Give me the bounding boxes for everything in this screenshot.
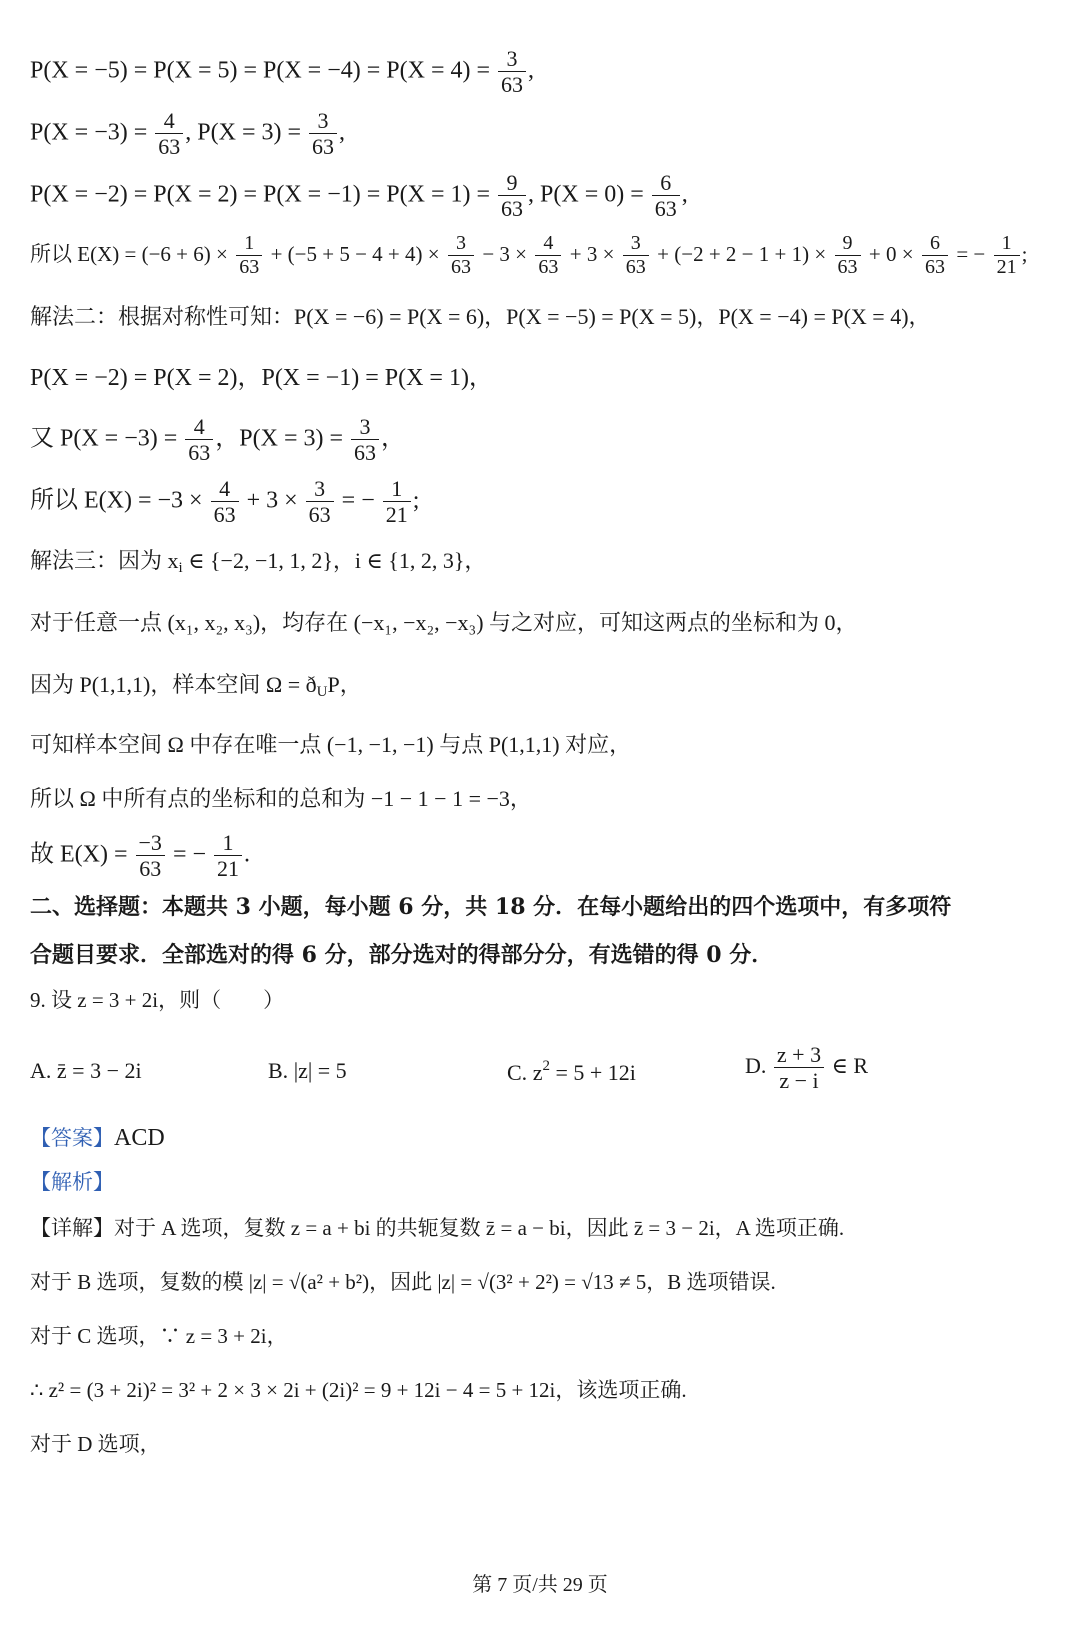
formula-text: = − bbox=[341, 487, 375, 514]
formula-text: 所以 E(X) = (−6 + 6) × bbox=[30, 242, 228, 266]
fraction bbox=[774, 1042, 824, 1094]
fraction bbox=[136, 830, 165, 882]
fraction bbox=[383, 476, 411, 528]
formula-text: , P(X = 3) = bbox=[185, 119, 302, 146]
numerator: 3 bbox=[498, 46, 526, 72]
superscript: 2 bbox=[542, 1058, 550, 1074]
numerator: 9 bbox=[498, 170, 526, 196]
expectation-line-1 bbox=[30, 232, 1027, 279]
section-heading-line-2: 合题目要求．全部选对的得 6 分，部分选对的得部分分，有选错的得 0 分． bbox=[30, 942, 774, 968]
subscript: i bbox=[178, 560, 183, 576]
denominator: 63 bbox=[501, 72, 524, 98]
prob-line-1 bbox=[30, 46, 534, 98]
option-text: z̄ = 3 − 2i bbox=[56, 1058, 142, 1083]
answer-line bbox=[30, 1126, 165, 1150]
fraction bbox=[922, 232, 948, 279]
option-label: C. bbox=[507, 1060, 528, 1085]
detail-text: 对于 A 选项，复数 z = a + bi 的共轭复数 z̄ = a − bi，因此 z̄ = 3 − 2i，A 选项正确. bbox=[114, 1216, 845, 1240]
denominator: 63 bbox=[354, 440, 377, 466]
numerator: 9 bbox=[835, 232, 861, 256]
formula-text: ∈ {−2, −1, 1, 2}，i ∈ {1, 2, 3}， bbox=[182, 548, 487, 573]
formula-text: + (−2 + 2 − 1 + 1) × bbox=[657, 242, 827, 266]
detail-line-b: 对于 B 选项，复数的模 |z| = √(a² + b²)，因此 |z| = √(3² + 2²) = √13 ≠ 5，B 选项错误. bbox=[30, 1270, 776, 1294]
fraction bbox=[535, 232, 561, 279]
option-d bbox=[745, 1042, 868, 1094]
analysis-line bbox=[30, 1172, 114, 1193]
numerator: z + 3 bbox=[774, 1042, 824, 1068]
numerator: 1 bbox=[994, 232, 1020, 256]
conclusion-line bbox=[30, 830, 250, 882]
answer-value: ACD bbox=[114, 1125, 165, 1151]
formula-text: P(X = −2) = P(X = 2) = P(X = −1) = P(X = 1) = bbox=[30, 181, 491, 208]
numerator: 4 bbox=[155, 108, 183, 134]
option-text: ∈ R bbox=[831, 1052, 869, 1078]
formula-text: + 0 × bbox=[868, 242, 914, 266]
denominator: 21 bbox=[217, 856, 240, 882]
fraction bbox=[448, 232, 474, 279]
option-label: B. bbox=[268, 1058, 289, 1083]
prob-line-2 bbox=[30, 108, 345, 160]
denominator: 63 bbox=[312, 134, 335, 160]
denominator: 21 bbox=[385, 502, 408, 528]
prob-line-3 bbox=[30, 170, 688, 222]
punct: , bbox=[528, 57, 535, 84]
numerator: 1 bbox=[383, 476, 411, 502]
detail-line-a bbox=[30, 1218, 844, 1239]
also-line bbox=[30, 414, 405, 466]
option-label: A. bbox=[30, 1058, 52, 1083]
page-footer: 第 7 页/共 29 页 bbox=[472, 1574, 608, 1596]
fraction bbox=[309, 108, 337, 160]
numerator: 6 bbox=[922, 232, 948, 256]
denominator: 63 bbox=[308, 502, 331, 528]
fraction bbox=[623, 232, 649, 279]
numerator: 3 bbox=[448, 232, 474, 256]
detail-line-c: 对于 C 选项，∵ z = 3 + 2i， bbox=[30, 1324, 288, 1348]
answer-tag: 【答案】 bbox=[30, 1126, 114, 1150]
formula-text: P(X = −3) = bbox=[30, 119, 148, 146]
numerator: 4 bbox=[211, 476, 239, 502]
fraction bbox=[236, 232, 262, 279]
numerator: 3 bbox=[309, 108, 337, 134]
method-three-line bbox=[30, 550, 486, 576]
formula-text: 解法三：因为 x bbox=[30, 548, 179, 573]
punct: , bbox=[681, 181, 688, 208]
detail-tag: 【详解】 bbox=[30, 1216, 114, 1240]
option-b bbox=[268, 1058, 347, 1084]
denominator: 63 bbox=[213, 502, 236, 528]
formula-text: − 3 × bbox=[482, 242, 528, 266]
numerator: 3 bbox=[623, 232, 649, 256]
numerator: 1 bbox=[214, 830, 242, 856]
formula-text: , P(X = 0) = bbox=[528, 181, 644, 208]
formula-text: + 3 × bbox=[246, 487, 298, 514]
denominator: 63 bbox=[188, 440, 211, 466]
fraction bbox=[211, 476, 239, 528]
denominator: 63 bbox=[654, 196, 677, 222]
expectation-line-2 bbox=[30, 476, 419, 528]
numerator: 6 bbox=[652, 170, 680, 196]
formula-text: 所以 E(X) = −3 × bbox=[30, 487, 203, 514]
fraction bbox=[652, 170, 680, 222]
option-c bbox=[507, 1058, 636, 1086]
denominator: z − i bbox=[779, 1068, 819, 1094]
denominator: 63 bbox=[837, 256, 858, 278]
formula-text: 又 P(X = −3) = bbox=[30, 425, 178, 452]
option-text: |z| = 5 bbox=[293, 1058, 347, 1083]
section-heading-line-1: 二、选择题：本题共 3 小题，每小题 6 分，共 18 分．在每小题给出的四个选项中，有多项符 bbox=[30, 894, 952, 920]
subscript: U bbox=[316, 684, 328, 700]
formula-text: 因为 P(1,1,1)，样本空间 Ω = ð bbox=[30, 672, 317, 697]
option-text: z bbox=[532, 1060, 543, 1085]
denominator: 63 bbox=[158, 134, 181, 160]
punct: ， bbox=[381, 425, 406, 452]
formula-text: P， bbox=[327, 672, 362, 697]
fraction bbox=[498, 170, 526, 222]
fraction bbox=[994, 232, 1020, 279]
punct: . bbox=[244, 841, 251, 868]
fraction bbox=[306, 476, 334, 528]
denominator: 63 bbox=[239, 256, 260, 278]
fraction bbox=[835, 232, 861, 279]
denominator: 63 bbox=[625, 256, 646, 278]
formula-text: P(X = −5) = P(X = 5) = P(X = −4) = P(X = 4) = bbox=[30, 57, 491, 84]
method-two-line: 解法二：根据对称性可知：P(X = −6) = P(X = 6)，P(X = −5) = P(X = 5)，P(X = −4) = P(X = 4)， bbox=[30, 304, 931, 329]
formula-text: 故 E(X) = bbox=[30, 841, 128, 868]
option-label: D. bbox=[745, 1052, 767, 1078]
fraction bbox=[155, 108, 183, 160]
option-a bbox=[30, 1058, 142, 1084]
numerator: 3 bbox=[306, 476, 334, 502]
detail-line-c2: ∴ z² = (3 + 2i)² = 3² + 2 × 3 × 2i + (2i)² = 9 + 12i − 4 = 5 + 12i，该选项正确. bbox=[30, 1378, 687, 1402]
fraction bbox=[498, 46, 526, 98]
symmetry-line: P(X = −2) = P(X = 2)，P(X = −1) = P(X = 1)， bbox=[30, 365, 493, 391]
denominator: 63 bbox=[538, 256, 559, 278]
numerator: 3 bbox=[351, 414, 379, 440]
formula-text: + 3 × bbox=[569, 242, 615, 266]
denominator: 63 bbox=[139, 856, 162, 882]
fraction bbox=[185, 414, 213, 466]
numerator: 4 bbox=[535, 232, 561, 256]
denominator: 21 bbox=[996, 256, 1017, 278]
sample-space-line bbox=[30, 674, 362, 700]
analysis-tag: 【解析】 bbox=[30, 1170, 114, 1194]
option-text: = 5 + 12i bbox=[549, 1060, 636, 1085]
denominator: 63 bbox=[450, 256, 471, 278]
fraction bbox=[214, 830, 242, 882]
fraction bbox=[351, 414, 379, 466]
numerator: 1 bbox=[236, 232, 262, 256]
punct: ; bbox=[412, 487, 420, 514]
punct: , bbox=[339, 119, 346, 146]
punct: ; bbox=[1021, 242, 1028, 266]
unique-point-line: 可知样本空间 Ω 中存在唯一点 (−1, −1, −1) 与点 P(1,1,1) 对应， bbox=[30, 732, 632, 757]
formula-text: = − bbox=[956, 242, 986, 266]
numerator: −3 bbox=[136, 830, 165, 856]
denominator: 63 bbox=[924, 256, 945, 278]
numerator: 4 bbox=[185, 414, 213, 440]
coordinate-sum-line: 所以 Ω 中所有点的坐标和的总和为 −1 − 1 − 1 = −3， bbox=[30, 786, 532, 811]
detail-line-d: 对于 D 选项， bbox=[30, 1432, 161, 1456]
question-stem: 9. 设 z = 3 + 2i，则（ ） bbox=[30, 988, 285, 1012]
formula-text: ，P(X = 3) = bbox=[215, 425, 344, 452]
formula-text: + (−5 + 5 − 4 + 4) × bbox=[270, 242, 440, 266]
denominator: 63 bbox=[501, 196, 524, 222]
any-point-line: 对于任意一点 (x₁, x₂, x₃)，均存在 (−x₁, −x₂, −x₃) 与之对应，可知这两点的坐标和为 0， bbox=[30, 610, 858, 635]
formula-text: = − bbox=[172, 841, 207, 868]
